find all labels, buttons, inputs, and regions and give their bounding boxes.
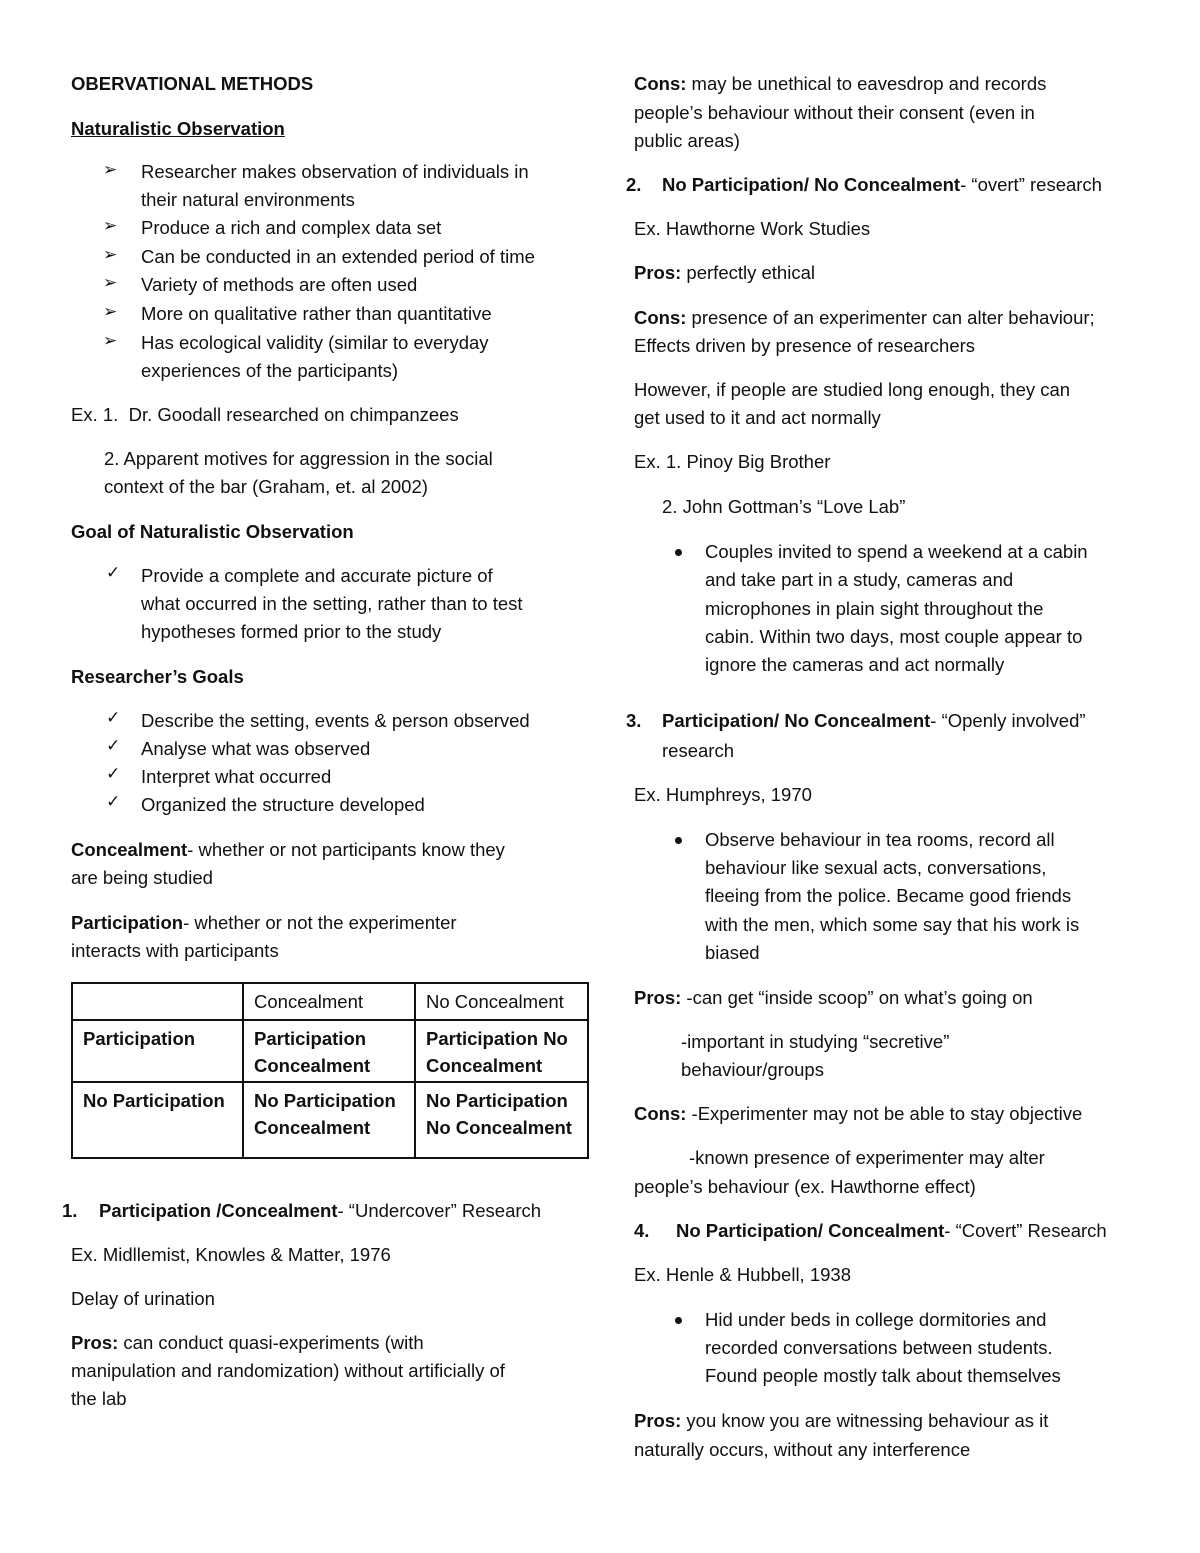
check-icon: ✓ bbox=[106, 736, 121, 755]
table-col-header: Concealment bbox=[243, 983, 415, 1020]
item-3-title: Participation/ No Concealment bbox=[662, 710, 931, 731]
list-item: Analyse what was observed bbox=[141, 738, 371, 759]
item-4-pros bbox=[634, 1407, 1048, 1435]
table-col-header: No Concealment bbox=[415, 983, 588, 1020]
item-3-cons-2: -known presence of experimenter may alter bbox=[689, 1147, 1045, 1168]
table-corner-cell bbox=[72, 983, 243, 1020]
table-cell: No Participation Concealment bbox=[243, 1082, 415, 1158]
item-4-number: 4. bbox=[634, 1220, 650, 1241]
item-1-subtitle: - “Undercover” Research bbox=[337, 1200, 542, 1221]
cons-label: Cons: bbox=[634, 307, 687, 328]
item-1-note: Delay of urination bbox=[71, 1288, 215, 1309]
pros-label: Pros: bbox=[634, 1410, 682, 1431]
table-cell: No Participation No Concealment bbox=[415, 1082, 588, 1158]
list-item: Interpret what occurred bbox=[141, 766, 332, 787]
item-4-title: No Participation/ Concealment bbox=[676, 1220, 945, 1241]
goal-heading: Goal of Naturalistic Observation bbox=[71, 521, 354, 542]
item-1-cons-cont: people’s behaviour without their consent (even in bbox=[634, 102, 1035, 123]
document-title: OBERVATIONAL METHODS bbox=[71, 73, 314, 94]
bullet-line: fleeing from the police. Became good friends bbox=[705, 885, 1072, 906]
check-icon: ✓ bbox=[106, 563, 121, 582]
item-1-pros bbox=[71, 1329, 424, 1357]
item-3-cons-2-cont: people’s behaviour (ex. Hawthorne effect) bbox=[634, 1176, 976, 1197]
cons-text: -Experimenter may not be able to stay objective bbox=[686, 1103, 1083, 1124]
list-item: More on qualitative rather than quantitative bbox=[141, 303, 492, 324]
naturalistic-heading: Naturalistic Observation bbox=[71, 118, 285, 139]
item-1-number: 1. bbox=[62, 1200, 78, 1221]
cons-text: presence of an experimenter can alter behaviour; bbox=[686, 307, 1095, 328]
item-2-number: 2. bbox=[626, 174, 642, 195]
item-2-heading bbox=[662, 171, 1102, 199]
cons-text: may be unethical to eavesdrop and records bbox=[686, 73, 1047, 94]
item-3-pros bbox=[634, 984, 1033, 1012]
example-2-line2: context of the bar (Graham, et. al 2002) bbox=[104, 476, 428, 497]
list-item: Researcher makes observation of individuals in bbox=[141, 161, 529, 182]
goal-line: what occurred in the setting, rather than to test bbox=[141, 593, 523, 614]
item-2-subtitle: - “overt” research bbox=[960, 174, 1102, 195]
bullet-line: Observe behaviour in tea rooms, record all bbox=[705, 829, 1055, 850]
item-3-heading-cont: research bbox=[662, 740, 734, 761]
participation-def: - whether or not the experimenter bbox=[183, 912, 457, 933]
item-4-subtitle: - “Covert” Research bbox=[944, 1220, 1107, 1241]
item-1-pros-cont: the lab bbox=[71, 1388, 127, 1409]
researchers-goals-heading: Researcher’s Goals bbox=[71, 666, 244, 687]
item-4-heading bbox=[676, 1217, 1107, 1245]
item-2-example-1: Ex. 1. Pinoy Big Brother bbox=[634, 451, 831, 472]
item-4-example: Ex. Henle & Hubbell, 1938 bbox=[634, 1264, 851, 1285]
item-3-number: 3. bbox=[626, 710, 642, 731]
pros-text: perfectly ethical bbox=[681, 262, 815, 283]
table-cell: Participation No Concealment bbox=[415, 1020, 588, 1082]
list-item: Organized the structure developed bbox=[141, 794, 425, 815]
bullet-line: ignore the cameras and act normally bbox=[705, 654, 1005, 675]
list-item: their natural environments bbox=[141, 189, 355, 210]
table-row-header: No Participation bbox=[72, 1082, 243, 1158]
item-1-example: Ex. Midllemist, Knowles & Matter, 1976 bbox=[71, 1244, 391, 1265]
item-4-pros-cont: naturally occurs, without any interference bbox=[634, 1439, 971, 1460]
cons-label: Cons: bbox=[634, 73, 687, 94]
table-cell: Participation Concealment bbox=[243, 1020, 415, 1082]
table-row-header: Participation bbox=[72, 1020, 243, 1082]
item-2-cons bbox=[634, 304, 1095, 332]
item-2-cons-cont: Effects driven by presence of researchers bbox=[634, 335, 976, 356]
cons-label: Cons: bbox=[634, 1103, 687, 1124]
arrow-bullet-icon: ➢ bbox=[103, 273, 118, 292]
list-item: Variety of methods are often used bbox=[141, 274, 418, 295]
example-2-line1: 2. Apparent motives for aggression in the social bbox=[104, 448, 493, 469]
concealment-term: Concealment bbox=[71, 839, 188, 860]
pros-text: -can get “inside scoop” on what’s going on bbox=[681, 987, 1033, 1008]
list-item: Can be conducted in an extended period of time bbox=[141, 246, 535, 267]
list-item: Has ecological validity (similar to everyday bbox=[141, 332, 489, 353]
participation-term: Participation bbox=[71, 912, 184, 933]
bullet-line: and take part in a study, cameras and bbox=[705, 569, 1014, 590]
item-2-however-cont: get used to it and act normally bbox=[634, 407, 881, 428]
item-1-pros-cont: manipulation and randomization) without artificially of bbox=[71, 1360, 505, 1381]
list-item: Produce a rich and complex data set bbox=[141, 217, 442, 238]
bullet-line: cabin. Within two days, most couple appear to bbox=[705, 626, 1083, 647]
table-row bbox=[72, 1020, 588, 1082]
item-1-title: Participation /Concealment bbox=[99, 1200, 338, 1221]
pros-label: Pros: bbox=[634, 262, 682, 283]
check-icon: ✓ bbox=[106, 708, 121, 727]
example-1 bbox=[71, 401, 459, 429]
goal-line: Provide a complete and accurate picture of bbox=[141, 565, 493, 586]
item-1-cons-cont: public areas) bbox=[634, 130, 740, 151]
bullet-dot-icon bbox=[675, 1317, 682, 1324]
bullet-dot-icon bbox=[675, 837, 682, 844]
table-row bbox=[72, 1082, 588, 1158]
table-header-row bbox=[72, 983, 588, 1020]
goal-line: hypotheses formed prior to the study bbox=[141, 621, 442, 642]
item-3-example: Ex. Humphreys, 1970 bbox=[634, 784, 812, 805]
bullet-line: with the men, which some say that his work is bbox=[705, 914, 1080, 935]
example-1-prefix: Ex. 1. bbox=[71, 404, 119, 425]
concealment-participation-table bbox=[71, 982, 589, 1159]
bullet-line: microphones in plain sight throughout the bbox=[705, 598, 1044, 619]
bullet-line: Hid under beds in college dormitories and bbox=[705, 1309, 1047, 1330]
arrow-bullet-icon: ➢ bbox=[103, 216, 118, 235]
arrow-bullet-icon: ➢ bbox=[103, 245, 118, 264]
pros-text: you know you are witnessing behaviour as it bbox=[681, 1410, 1049, 1431]
example-1-text: Dr. Goodall researched on chimpanzees bbox=[128, 404, 459, 425]
list-item: Describe the setting, events & person observed bbox=[141, 710, 530, 731]
item-2-however: However, if people are studied long enough, they can bbox=[634, 379, 1071, 400]
item-2-example: Ex. Hawthorne Work Studies bbox=[634, 218, 871, 239]
bullet-line: Found people mostly talk about themselves bbox=[705, 1365, 1061, 1386]
concealment-def: - whether or not participants know they bbox=[187, 839, 505, 860]
participation-definition bbox=[71, 909, 457, 937]
item-3-heading bbox=[662, 707, 1086, 735]
bullet-line: behaviour like sexual acts, conversations, bbox=[705, 857, 1047, 878]
item-3-pros-2: -important in studying “secretive” bbox=[681, 1031, 950, 1052]
arrow-bullet-icon: ➢ bbox=[103, 331, 118, 350]
concealment-definition bbox=[71, 836, 505, 864]
pros-label: Pros: bbox=[634, 987, 682, 1008]
pros-text: can conduct quasi-experiments (with bbox=[118, 1332, 424, 1353]
item-3-pros-2-cont: behaviour/groups bbox=[681, 1059, 824, 1080]
bullet-dot-icon bbox=[675, 549, 682, 556]
arrow-bullet-icon: ➢ bbox=[103, 160, 118, 179]
item-3-cons bbox=[634, 1100, 1082, 1128]
item-3-subtitle: - “Openly involved” bbox=[930, 710, 1086, 731]
item-1-cons bbox=[634, 70, 1046, 98]
item-2-pros bbox=[634, 259, 815, 287]
item-2-title: No Participation/ No Concealment bbox=[662, 174, 961, 195]
item-1-heading bbox=[99, 1197, 541, 1225]
item-2-example-2: 2. John Gottman’s “Love Lab” bbox=[662, 496, 906, 517]
bullet-line: Couples invited to spend a weekend at a cabin bbox=[705, 541, 1088, 562]
participation-def-cont: interacts with participants bbox=[71, 940, 279, 961]
arrow-bullet-icon: ➢ bbox=[103, 302, 118, 321]
list-item: experiences of the participants) bbox=[141, 360, 399, 381]
bullet-line: biased bbox=[705, 942, 760, 963]
bullet-line: recorded conversations between students. bbox=[705, 1337, 1053, 1358]
check-icon: ✓ bbox=[106, 792, 121, 811]
check-icon: ✓ bbox=[106, 764, 121, 783]
concealment-def-cont: are being studied bbox=[71, 867, 213, 888]
pros-label: Pros: bbox=[71, 1332, 119, 1353]
